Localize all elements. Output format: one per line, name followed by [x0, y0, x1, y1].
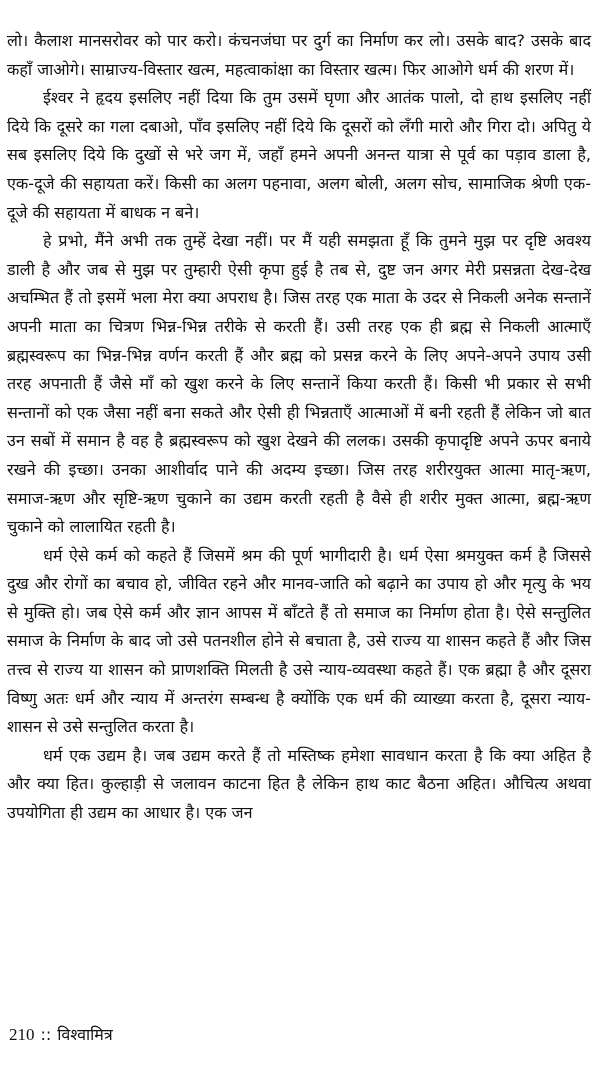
paragraph-2: ईश्वर ने हृदय इसलिए नहीं दिया कि तुम उसमें घृणा और आतंक पालो, दो हाथ इसलिए नहीं दिये कि दूसरे का गला दबाओ, पाँव इसलिए नहीं दिये कि दूसरों को लँगी मारो और गिरा दो। अपितु ये सब इसलिए दिये कि दुखों से भरे जग में, जहाँ हमने अपनी अनन्त यात्रा से पूर्व का पड़ाव डाला है, एक-दूजे की सहायता करें। किसी का अलग पहनावा, अलग बोली, अलग सोच, सामाजिक श्रेणी एक-दूजे की सहायता में बाधक न बने। [7, 88, 591, 222]
paragraph-4: धर्म ऐसे कर्म को कहते हैं जिसमें श्रम की पूर्ण भागीदारी है। धर्म ऐसा श्रमयुक्त कर्म है जिससे दुख और रोगों का बचाव हो, जीवित रहने और मानव-जाति को बढ़ाने का उपाय हो और मृत्यु के भय से मुक्ति हो। जब ऐसे कर्म और ज्ञान आपस में बाँटते हैं तो समाज का निर्माण होता है। ऐसे सन्तुलित समाज के निर्माण के बाद जो उसे पतनशील होने से बचाता है, उसे राज्य या शासन कहते हैं और जिस तत्त्व से राज्य या शासन को प्राणशक्ति मिलती है उसे न्याय-व्यवस्था कहते हैं। एक ब्रह्मा है और दूसरा विष्णु अतः धर्म और न्याय में अन्तरंग सम्बन्ध है क्योंकि एक धर्म की व्याख्या करता है, दूसरा न्याय-शासन से उसे सन्तुलित करता है। [7, 545, 591, 737]
page-footer [9, 1024, 113, 1046]
page-number: 210 [9, 1025, 35, 1044]
paragraph-3: हे प्रभो, मैंने अभी तक तुम्हें देखा नहीं। पर मैं यही समझता हूँ कि तुमने मुझ पर दृष्टि अवश्य डाली है और जब से मुझ पर तुम्हारी ऐसी कृपा हुई है तब से, दुष्ट जन अगर मेरी प्रसन्नता देख-देख अचम्भित हैं तो इसमें भला मेरा क्या अपराध है। जिस तरह एक माता के उदर से निकली अनेक सन्तानें अपनी माता का चित्रण भिन्न-भिन्न तरीके से करती हैं। उसी तरह एक ही ब्रह्म से निकली आत्माएँ ब्रह्मस्वरूप का भिन्न-भिन्न वर्णन करती हैं और ब्रह्म को प्रसन्न करने के लिए अपने-अपने उपाय उसी तरह अपनाती हैं जैसे माँ को खुश करने के लिए सन्तानें किया करती हैं। किसी भी प्रकार से सभी सन्तानों को एक जैसा नहीं बना सकते और ऐसी ही भिन्नताएँ आत्माओं में बनी रहती हैं लेकिन जो बात उन सबों में समान है वह है ब्रह्मस्वरूप को खुश देखने की ललक। उसकी कृपादृष्टि अपने ऊपर बनाये रखने की इच्छा। उनका आशीर्वाद पाने की अदम्य इच्छा। जिस तरह शरीरयुक्त आत्मा मातृ-ऋण, समाज-ऋण और सृष्टि-ऋण चुकाने का उद्यम करती रहती है वैसे ही शरीर मुक्त आत्मा, ब्रह्म-ऋण चुकाने को लालायित रहती है। [7, 231, 591, 537]
body-text [7, 27, 591, 828]
book-title: विश्वामित्र [57, 1025, 113, 1044]
footer-separator: :: [40, 1025, 52, 1044]
paragraph-5: धर्म एक उद्यम है। जब उद्यम करते हैं तो मस्तिष्क हमेशा सावधान करता है कि क्या अहित है और क्या हित। कुल्हाड़ी से जलावन काटना हित है लेकिन हाथ काट बैठना अहित। औचित्य अथवा उपयोगिता ही उद्यम का आधार है। एक जन [7, 745, 591, 823]
paragraph-1: लो। कैलाश मानसरोवर को पार करो। कंचनजंघा पर दुर्ग का निर्माण कर लो। उसके बाद? उसके बाद कहाँ जाओगे। साम्राज्य-विस्तार खत्म, महत्वाकांक्षा का विस्तार खत्म। फिर आओगे धर्म की शरण में। [7, 31, 591, 79]
